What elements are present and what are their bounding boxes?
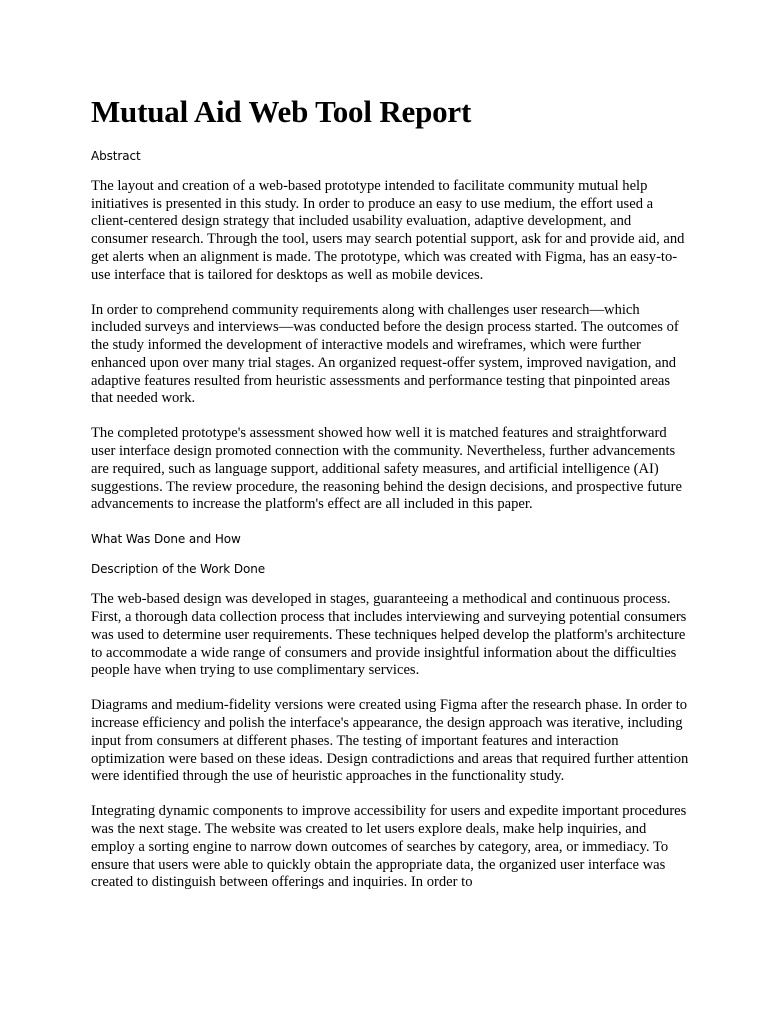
subsection-heading: Description of the Work Done [91, 562, 266, 577]
work-paragraph-3: Integrating dynamic components to improve accessibility for users and expedite important procedures was the next stage. The website was created to let users explore deals, make help inquiries, and employ a sorting engine to narrow down outcomes of searches by category, area, or immediacy. To ensure that users were able to quickly obtain the appropriate data, the organized user interface was created to distinguish between offerings and inquiries. In order to [91, 803, 687, 891]
document-title: Mutual Aid Web Tool Report [91, 94, 472, 129]
abstract-heading: Abstract [91, 149, 141, 163]
work-paragraph-1: The web-based design was developed in stages, guaranteeing a methodical and continuous process. First, a thorough data collection process that includes interviewing and surveying potential consumers was used to determine user requirements. These techniques helped develop the platform's architecture to accommodate a wide range of consumers and provide insightful information about the difficulties people have when trying to use complimentary services. [91, 591, 687, 679]
document-page [91, 94, 691, 910]
work-paragraph-2: Diagrams and medium-fidelity versions were created using Figma after the research phase. In order to increase efficiency and polish the interface's appearance, the design approach was iterative, including input from consumers at different phases. The testing of important features and interaction optimization were based on these ideas. Design contradictions and areas that required further attention were identified through the use of heuristic approaches in the functionality study. [91, 697, 689, 785]
abstract-paragraph-1: The layout and creation of a web-based prototype intended to facilitate community mutual help initiatives is presented in this study. In order to produce an easy to use medium, the effort used a client-centered design strategy that included usability evaluation, adaptive development, and consumer research. Through the tool, users may search potential support, ask for and provide aid, and get alerts when an alignment is made. The prototype, which was created with Figma, has an easy-to-use interface that is tailored for desktops as well as mobile devices. [91, 178, 685, 283]
abstract-paragraph-3: The completed prototype's assessment showed how well it is matched features and straightforward user interface design promoted connection with the community. Nevertheless, further advancements are required, such as language support, additional safety measures, and artificial intelligence (AI) suggestions. The review procedure, the reasoning behind the design decisions, and prospective future advancements to increase the platform's effect are all included in this paper. [91, 425, 683, 513]
section-heading: What Was Done and How [91, 532, 241, 547]
abstract-paragraph-2: In order to comprehend community requirements along with challenges user research—which included surveys and interviews—was conducted before the design process started. The outcomes of the study informed the development of interactive models and wireframes, which were further enhanced upon over many trial stages. An organized request-offer system, improved navigation, and adaptive features resulted from heuristic assessments and performance testing that pinpointed areas that needed work. [91, 301, 679, 407]
